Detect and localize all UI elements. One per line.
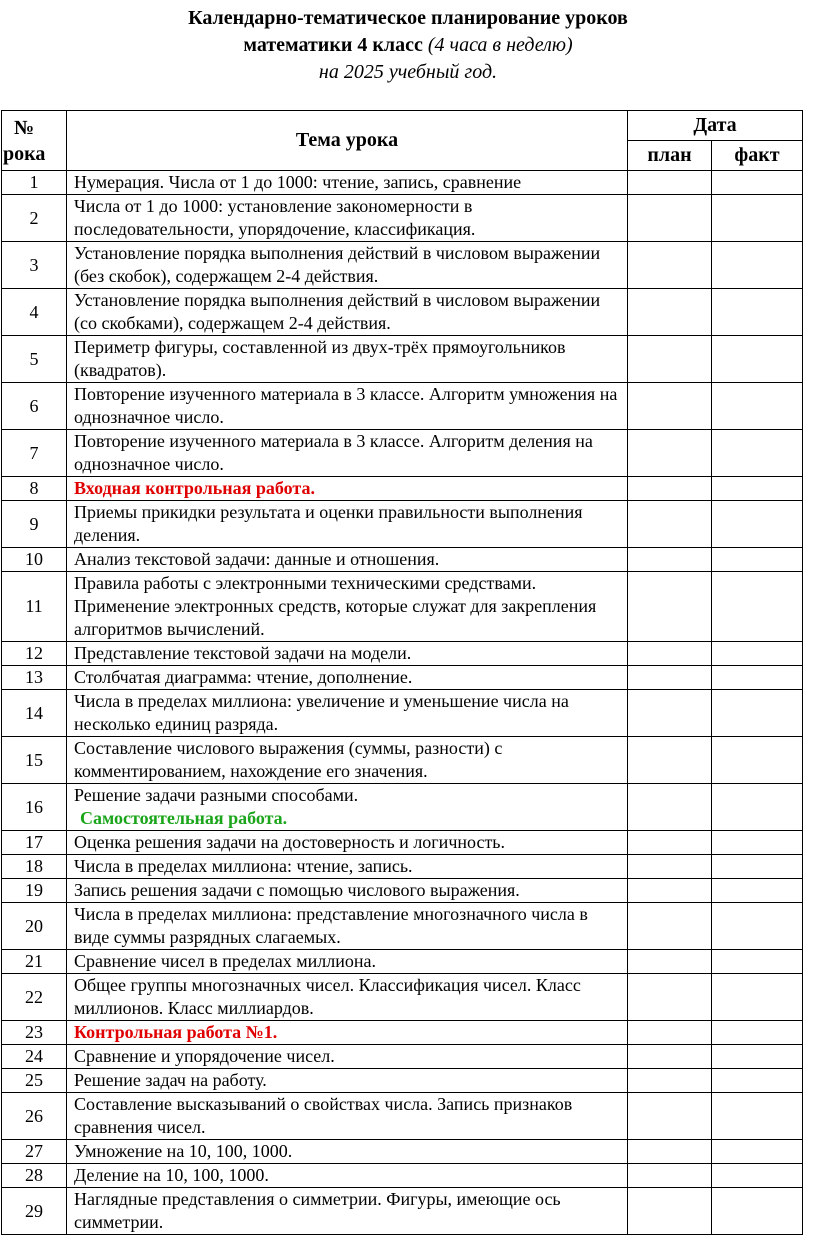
- fact-date-cell: [712, 195, 803, 242]
- table-row: [2, 572, 803, 642]
- plan-date-cell: [628, 1093, 712, 1140]
- lesson-topic: [67, 289, 628, 336]
- col-header-plan: план: [628, 141, 712, 171]
- fact-date-cell: [712, 548, 803, 572]
- lesson-topic: [67, 642, 628, 666]
- lesson-topic-text: Оценка решения задачи на достоверность и логичность.: [74, 832, 506, 852]
- lesson-topic-text: Приемы прикидки результата и оценки правильности выполнения деления.: [74, 502, 583, 545]
- fact-date-cell: [712, 289, 803, 336]
- lesson-topic-text: Умножение на 10, 100, 1000.: [74, 1141, 293, 1161]
- fact-date-cell: [712, 383, 803, 430]
- lesson-topic-text: Периметр фигуры, составленной из двух-трёх прямоугольников (квадратов).: [74, 337, 566, 380]
- plan-date-cell: [628, 950, 712, 974]
- plan-date-cell: [628, 903, 712, 950]
- lesson-number: 11: [2, 572, 67, 642]
- lesson-topic: [67, 1069, 628, 1093]
- subject-grade: математики 4 класс: [243, 34, 423, 56]
- lesson-topic: [67, 1045, 628, 1069]
- fact-date-cell: [712, 784, 803, 831]
- lesson-number: 9: [2, 501, 67, 548]
- lesson-number: 14: [2, 690, 67, 737]
- lesson-topic: [67, 383, 628, 430]
- lesson-number: 10: [2, 548, 67, 572]
- lesson-number: 26: [2, 1093, 67, 1140]
- lesson-topic: [67, 784, 628, 831]
- lesson-topic-text: Решение задач на работу.: [74, 1070, 267, 1090]
- lesson-topic: [67, 1140, 628, 1164]
- plan-date-cell: [628, 1140, 712, 1164]
- plan-date-cell: [628, 831, 712, 855]
- lesson-number: 12: [2, 642, 67, 666]
- lesson-topic: [67, 336, 628, 383]
- lesson-number: 20: [2, 903, 67, 950]
- lesson-number: 24: [2, 1045, 67, 1069]
- col-header-fact: факт: [712, 141, 803, 171]
- lesson-topic-text: Повторение изученного материала в 3 классе. Алгоритм деления на однозначное число.: [74, 431, 593, 474]
- fact-date-cell: [712, 855, 803, 879]
- table-row: [2, 879, 803, 903]
- fact-date-cell: [712, 242, 803, 289]
- plan-date-cell: [628, 477, 712, 501]
- lesson-number: 25: [2, 1069, 67, 1093]
- lesson-topic-text: Числа в пределах миллиона: увеличение и уменьшение числа на несколько единиц разряда.: [74, 691, 569, 734]
- fact-date-cell: [712, 1045, 803, 1069]
- lesson-number: 15: [2, 737, 67, 784]
- table-row: [2, 477, 803, 501]
- table-row: [2, 171, 803, 195]
- lesson-topic-text: Запись решения задачи с помощью числового выражения.: [74, 880, 520, 900]
- fact-date-cell: [712, 950, 803, 974]
- table-row: [2, 1069, 803, 1093]
- lesson-topic-text: Нумерация. Числа от 1 до 1000: чтение, запись, сравнение: [74, 172, 522, 192]
- lesson-topic: [67, 572, 628, 642]
- lesson-number: 28: [2, 1164, 67, 1188]
- lesson-topic: [67, 430, 628, 477]
- fact-date-cell: [712, 477, 803, 501]
- table-row: [2, 855, 803, 879]
- table-row: [2, 548, 803, 572]
- plan-date-cell: [628, 383, 712, 430]
- lesson-topic-text: Столбчатая диаграмма: чтение, дополнение.: [74, 667, 413, 687]
- lesson-number: 29: [2, 1188, 67, 1235]
- table-row: [2, 1021, 803, 1045]
- lesson-topic-text: Составление числового выражения (суммы, разности) с комментированием, нахождение его значения.: [74, 738, 503, 781]
- fact-date-cell: [712, 336, 803, 383]
- plan-date-cell: [628, 1069, 712, 1093]
- plan-date-cell: [628, 289, 712, 336]
- lesson-number: 19: [2, 879, 67, 903]
- plan-date-cell: [628, 642, 712, 666]
- fact-date-cell: [712, 1021, 803, 1045]
- fact-date-cell: [712, 1164, 803, 1188]
- lesson-number: 13: [2, 666, 67, 690]
- table-row: [2, 242, 803, 289]
- plan-date-cell: [628, 690, 712, 737]
- fact-date-cell: [712, 642, 803, 666]
- lesson-topic-text: Установление порядка выполнения действий в числовом выражении (со скобками), содержащем 2-4 действия.: [74, 290, 601, 333]
- table-row: [2, 1045, 803, 1069]
- lesson-number: 6: [2, 383, 67, 430]
- table-row: [2, 974, 803, 1021]
- lesson-topic: [67, 690, 628, 737]
- plan-date-cell: [628, 974, 712, 1021]
- plan-date-cell: [628, 666, 712, 690]
- lesson-topic: [67, 950, 628, 974]
- lesson-topic: [67, 548, 628, 572]
- lesson-number: 18: [2, 855, 67, 879]
- lesson-topic-text: Составление высказываний о свойствах числа. Запись признаков сравнения чисел.: [74, 1094, 573, 1137]
- lesson-number: 23: [2, 1021, 67, 1045]
- fact-date-cell: [712, 737, 803, 784]
- table-row: [2, 1188, 803, 1235]
- lesson-number: 8: [2, 477, 67, 501]
- lesson-topic-text: Решение задачи разными способами.: [74, 785, 359, 805]
- plan-date-cell: [628, 171, 712, 195]
- fact-date-cell: [712, 1140, 803, 1164]
- table-row: [2, 336, 803, 383]
- table-row: [2, 383, 803, 430]
- lesson-topic-text: Входная контрольная работа.: [74, 478, 315, 498]
- lesson-number: 27: [2, 1140, 67, 1164]
- table-row: [2, 430, 803, 477]
- plan-date-cell: [628, 784, 712, 831]
- plan-date-cell: [628, 242, 712, 289]
- lesson-topic-text: Правила работы с электронными техническими средствами. Применение электронных средств, которые служат для закрепления алгоритмов вычислений.: [74, 573, 597, 639]
- fact-date-cell: [712, 501, 803, 548]
- lesson-topic: [67, 831, 628, 855]
- fact-date-cell: [712, 879, 803, 903]
- lesson-plan-table: [1, 110, 803, 1235]
- lesson-topic: [67, 1021, 628, 1045]
- lesson-topic: [67, 1188, 628, 1235]
- table-row: [2, 289, 803, 336]
- table-row: [2, 1140, 803, 1164]
- plan-date-cell: [628, 1045, 712, 1069]
- table-body: [2, 171, 803, 1235]
- lesson-topic: [67, 171, 628, 195]
- col-header-number: [2, 111, 67, 171]
- fact-date-cell: [712, 974, 803, 1021]
- plan-date-cell: [628, 501, 712, 548]
- plan-date-cell: [628, 1164, 712, 1188]
- lesson-topic-text: Контрольная работа №1.: [74, 1022, 278, 1042]
- lesson-number: 2: [2, 195, 67, 242]
- document-title: Календарно-тематическое планирование уроков: [188, 7, 628, 29]
- table-row: [2, 737, 803, 784]
- lesson-number: 7: [2, 430, 67, 477]
- document-subtitle: [0, 30, 816, 60]
- lesson-topic: [67, 974, 628, 1021]
- lesson-number: 3: [2, 242, 67, 289]
- plan-date-cell: [628, 855, 712, 879]
- table-row: [2, 666, 803, 690]
- table-row: [2, 950, 803, 974]
- fact-date-cell: [712, 572, 803, 642]
- plan-date-cell: [628, 1188, 712, 1235]
- lesson-number: 17: [2, 831, 67, 855]
- fact-date-cell: [712, 1093, 803, 1140]
- fact-date-cell: [712, 666, 803, 690]
- table-row: [2, 690, 803, 737]
- fact-date-cell: [712, 903, 803, 950]
- plan-date-cell: [628, 879, 712, 903]
- lesson-topic: [67, 1164, 628, 1188]
- fact-date-cell: [712, 430, 803, 477]
- plan-date-cell: [628, 430, 712, 477]
- lesson-topic-text: Установление порядка выполнения действий в числовом выражении (без скобок), содержащем 2-4 действия.: [74, 243, 601, 286]
- lesson-topic: [67, 737, 628, 784]
- lesson-topic-text: Деление на 10, 100, 1000.: [74, 1165, 269, 1185]
- plan-date-cell: [628, 572, 712, 642]
- lesson-topic-text: Анализ текстовой задачи: данные и отношения.: [74, 549, 440, 569]
- plan-date-cell: [628, 1021, 712, 1045]
- table-row: [2, 903, 803, 950]
- fact-date-cell: [712, 171, 803, 195]
- lesson-topic: [67, 477, 628, 501]
- number-caption: рока: [3, 142, 46, 165]
- fact-date-cell: [712, 1069, 803, 1093]
- lesson-topic: [67, 242, 628, 289]
- lesson-number: 1: [2, 171, 67, 195]
- lesson-number: 21: [2, 950, 67, 974]
- lesson-number: 22: [2, 974, 67, 1021]
- plan-date-cell: [628, 195, 712, 242]
- lesson-number: 5: [2, 336, 67, 383]
- lesson-note: Самостоятельная работа.: [80, 808, 288, 828]
- table-row: [2, 642, 803, 666]
- lesson-topic-text: Сравнение и упорядочение чисел.: [74, 1046, 335, 1066]
- lesson-number: 4: [2, 289, 67, 336]
- table-row: [2, 501, 803, 548]
- plan-date-cell: [628, 737, 712, 784]
- lesson-topic: [67, 903, 628, 950]
- school-year: на 2025 учебный год.: [318, 61, 498, 83]
- table-row: [2, 784, 803, 831]
- lesson-topic-text: Представление текстовой задачи на модели.: [74, 643, 412, 663]
- table-row: [2, 1164, 803, 1188]
- fact-date-cell: [712, 690, 803, 737]
- lesson-topic: [67, 666, 628, 690]
- lesson-topic: [67, 501, 628, 548]
- lesson-topic: [67, 195, 628, 242]
- fact-date-cell: [712, 1188, 803, 1235]
- lesson-topic-text: Наглядные представления о симметрии. Фигуры, имеющие ось симметрии.: [74, 1189, 561, 1232]
- lesson-topic-text: Числа в пределах миллиона: представление многозначного числа в виде суммы разрядных слагаемых.: [74, 904, 588, 947]
- col-header-date: Дата: [628, 111, 803, 141]
- table-row: [2, 831, 803, 855]
- hours-per-week: (4 часа в неделю): [427, 34, 573, 56]
- lesson-topic: [67, 1093, 628, 1140]
- lesson-topic-text: Общее группы многозначных чисел. Классификация чисел. Класс миллионов. Класс миллиардов.: [74, 975, 581, 1018]
- table-row: [2, 1093, 803, 1140]
- number-sign: №: [14, 116, 35, 139]
- table-row: [2, 195, 803, 242]
- col-header-topic: Тема урока: [67, 111, 628, 171]
- lesson-number: 16: [2, 784, 67, 831]
- lesson-topic: [67, 855, 628, 879]
- lesson-topic-text: Повторение изученного материала в 3 классе. Алгоритм умножения на однозначное число.: [74, 384, 618, 427]
- lesson-topic-text: Числа от 1 до 1000: установление закономерности в последовательности, упорядочение, классификация.: [74, 196, 476, 239]
- fact-date-cell: [712, 831, 803, 855]
- lesson-topic: [67, 879, 628, 903]
- plan-date-cell: [628, 548, 712, 572]
- plan-date-cell: [628, 336, 712, 383]
- lesson-topic-text: Сравнение чисел в пределах миллиона.: [74, 951, 376, 971]
- lesson-topic-text: Числа в пределах миллиона: чтение, запись.: [74, 856, 413, 876]
